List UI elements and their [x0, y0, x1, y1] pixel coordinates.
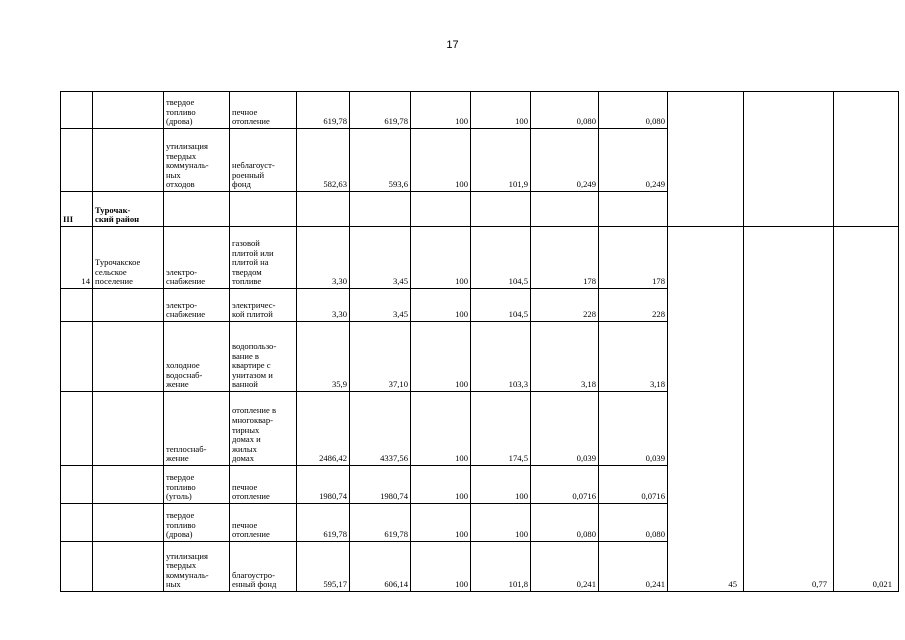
service-name: электро- снабжение — [164, 289, 230, 322]
service-type: печное отопление — [230, 466, 297, 504]
row-index — [61, 92, 93, 129]
value-3: 100 — [411, 542, 471, 592]
value-5: 3,18 — [531, 322, 599, 392]
value-4: 101,9 — [471, 129, 531, 192]
value-3: 100 — [411, 392, 471, 466]
municipality-name: Турочакское сельское поселение — [93, 227, 164, 289]
value-3: 100 — [411, 504, 471, 542]
value-1: 3,30 — [297, 227, 350, 289]
value-6: 0,080 — [599, 92, 668, 129]
row-index: 14 — [61, 227, 93, 289]
value-5: 228 — [531, 289, 599, 322]
right-block-value-1: 45 — [668, 227, 744, 592]
service-type: электричес- кой плитой — [230, 289, 297, 322]
value-4: 104,5 — [471, 227, 531, 289]
service-type: отопление в многоквар- тирных домах и жилых домах — [230, 392, 297, 466]
service-name: электро- снабжение — [164, 227, 230, 289]
value-3: 100 — [411, 227, 471, 289]
value-6: 0,249 — [599, 129, 668, 192]
value-1 — [297, 192, 350, 227]
row-index — [61, 129, 93, 192]
value-2: 3,45 — [350, 289, 411, 322]
value-1: 2486,42 — [297, 392, 350, 466]
value-6: 0,241 — [599, 542, 668, 592]
municipality-name — [93, 129, 164, 192]
value-3 — [411, 192, 471, 227]
value-5: 0,039 — [531, 392, 599, 466]
service-name: твердое топливо (дрова) — [164, 92, 230, 129]
service-name: утилизация твердых коммуналь- ных отходов — [164, 129, 230, 192]
municipality-name — [93, 322, 164, 392]
value-2: 37,10 — [350, 322, 411, 392]
value-1: 582,63 — [297, 129, 350, 192]
municipality-name — [93, 289, 164, 322]
value-1: 3,30 — [297, 289, 350, 322]
service-type: водопользо- вание в квартире с унитазом и ванной — [230, 322, 297, 392]
row-index — [61, 504, 93, 542]
row-index — [61, 289, 93, 322]
service-name: холодное водоснаб- жение — [164, 322, 230, 392]
table-row — [61, 92, 899, 129]
municipality-name — [93, 542, 164, 592]
value-2: 619,78 — [350, 92, 411, 129]
value-6: 0,0716 — [599, 466, 668, 504]
value-4: 100 — [471, 92, 531, 129]
service-name: утилизация твердых коммуналь- ных — [164, 542, 230, 592]
service-type: печное отопление — [230, 504, 297, 542]
value-5 — [531, 192, 599, 227]
service-type: печное отопление — [230, 92, 297, 129]
right-block-empty-3 — [834, 92, 899, 227]
service-type — [230, 192, 297, 227]
table-row — [61, 227, 899, 289]
value-6: 178 — [599, 227, 668, 289]
right-block-value-3: 0,021 — [834, 227, 899, 592]
row-index — [61, 542, 93, 592]
value-6: 0,080 — [599, 504, 668, 542]
value-2: 3,45 — [350, 227, 411, 289]
tariff-table — [60, 91, 899, 592]
value-5: 0,080 — [531, 504, 599, 542]
service-type: газовой плитой или плитой на твердом топливе — [230, 227, 297, 289]
value-5: 0,249 — [531, 129, 599, 192]
value-6 — [599, 192, 668, 227]
value-6: 3,18 — [599, 322, 668, 392]
municipality-name — [93, 504, 164, 542]
right-block-empty-2 — [744, 92, 834, 227]
value-2: 1980,74 — [350, 466, 411, 504]
value-3: 100 — [411, 289, 471, 322]
service-type: неблагоуст- роенный фонд — [230, 129, 297, 192]
page-number: 17 — [446, 39, 459, 51]
value-5: 0,080 — [531, 92, 599, 129]
value-2: 606,14 — [350, 542, 411, 592]
right-block-empty-1 — [668, 92, 744, 227]
value-5: 178 — [531, 227, 599, 289]
value-1: 35,9 — [297, 322, 350, 392]
service-name: твердое топливо (уголь) — [164, 466, 230, 504]
value-4: 100 — [471, 504, 531, 542]
value-4: 103,3 — [471, 322, 531, 392]
value-5: 0,0716 — [531, 466, 599, 504]
municipality-name — [93, 466, 164, 504]
service-name: твердое топливо (дрова) — [164, 504, 230, 542]
value-4 — [471, 192, 531, 227]
value-5: 0,241 — [531, 542, 599, 592]
value-6: 0,039 — [599, 392, 668, 466]
service-name: теплоснаб- жение — [164, 392, 230, 466]
value-1: 1980,74 — [297, 466, 350, 504]
value-1: 619,78 — [297, 92, 350, 129]
value-2: 593,6 — [350, 129, 411, 192]
row-index: III — [61, 192, 93, 227]
value-4: 174,5 — [471, 392, 531, 466]
municipality-name: Турочак- ский район — [93, 192, 164, 227]
value-3: 100 — [411, 322, 471, 392]
row-index — [61, 392, 93, 466]
value-3: 100 — [411, 466, 471, 504]
value-3: 100 — [411, 92, 471, 129]
value-4: 101,8 — [471, 542, 531, 592]
service-name — [164, 192, 230, 227]
value-4: 104,5 — [471, 289, 531, 322]
value-3: 100 — [411, 129, 471, 192]
value-4: 100 — [471, 466, 531, 504]
service-type: благоустро- енный фонд — [230, 542, 297, 592]
value-1: 595,17 — [297, 542, 350, 592]
right-block-value-2: 0,77 — [744, 227, 834, 592]
municipality-name — [93, 92, 164, 129]
row-index — [61, 322, 93, 392]
value-2: 619,78 — [350, 504, 411, 542]
municipality-name — [93, 392, 164, 466]
value-2 — [350, 192, 411, 227]
value-6: 228 — [599, 289, 668, 322]
value-1: 619,78 — [297, 504, 350, 542]
value-2: 4337,56 — [350, 392, 411, 466]
row-index — [61, 466, 93, 504]
